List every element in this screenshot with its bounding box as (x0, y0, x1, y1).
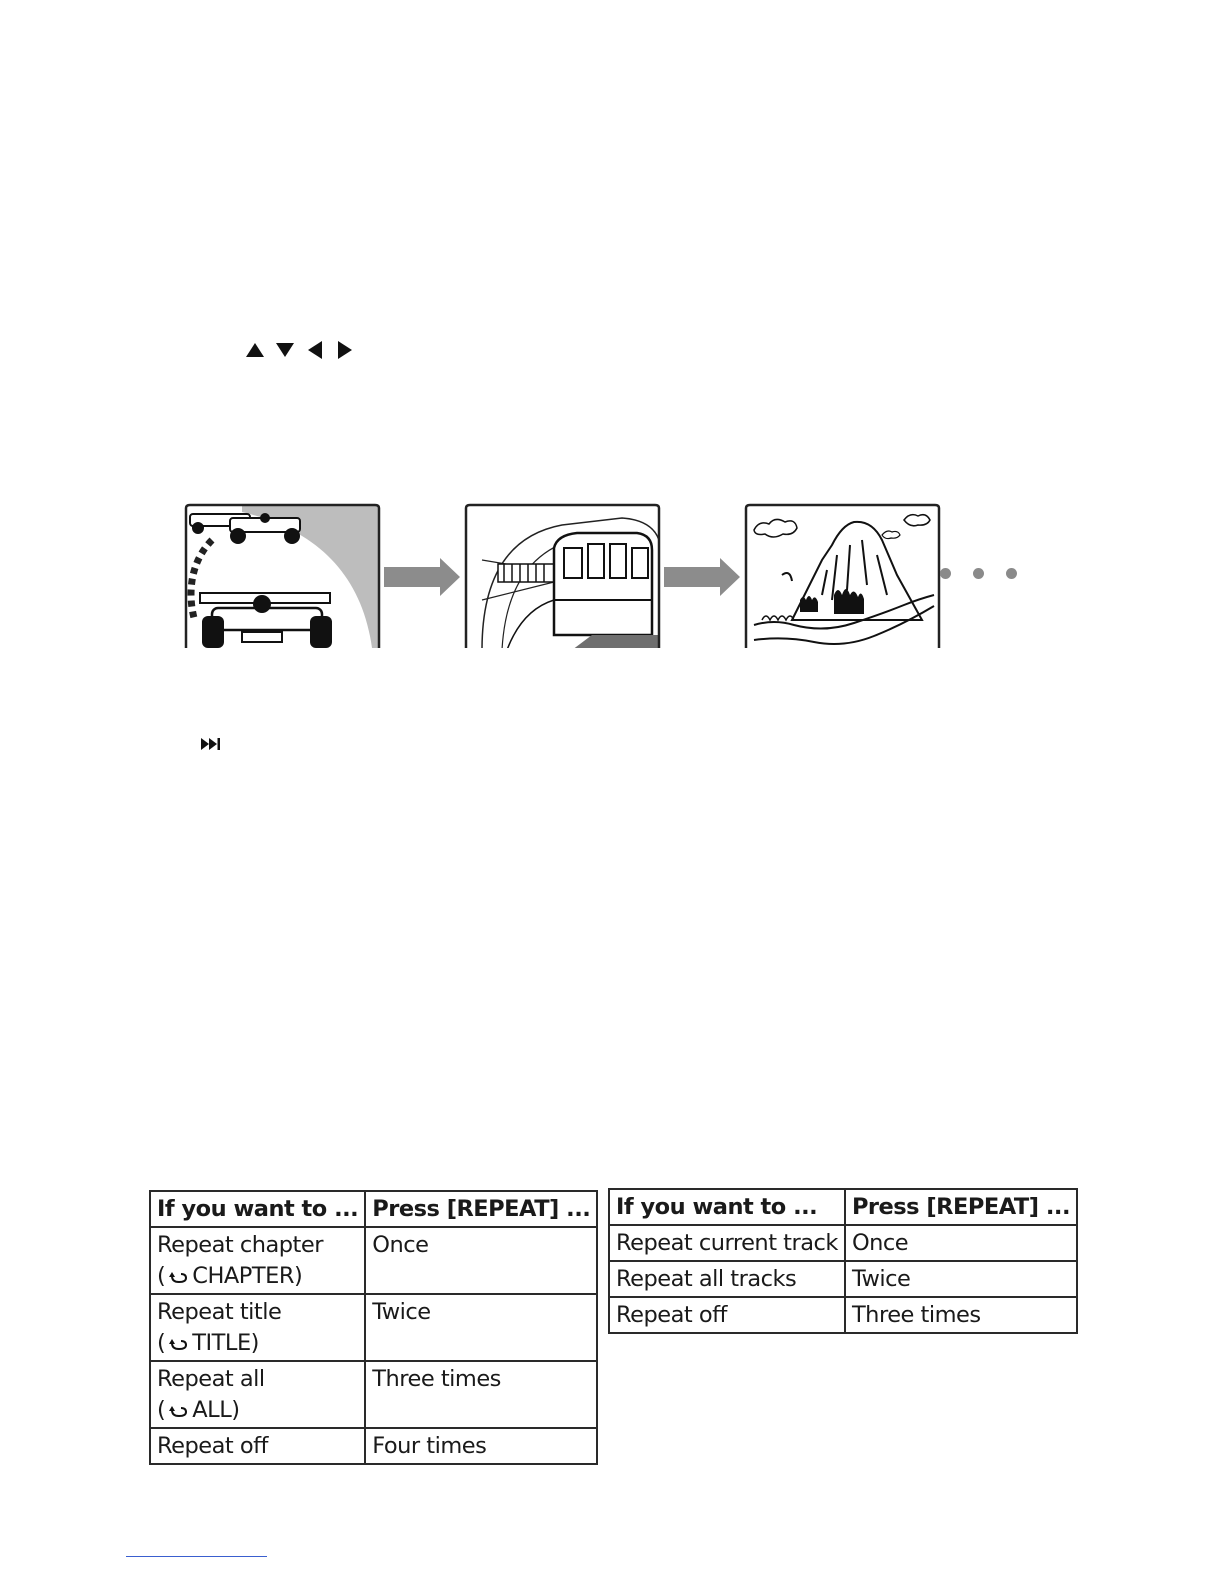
dot-icon (1006, 568, 1017, 579)
table-header-row (609, 1189, 1077, 1225)
action-cell: Repeat current track (609, 1225, 845, 1261)
action-cell: Repeat all tracks (609, 1261, 845, 1297)
action-cell (150, 1294, 365, 1361)
continuation-dots (940, 568, 1017, 579)
subway-train-scene (466, 505, 659, 648)
action-cell (150, 1227, 365, 1294)
car-race-scene (186, 505, 379, 648)
repeat-loop-icon (168, 1404, 190, 1418)
table-row (150, 1428, 597, 1464)
action-label: Repeat title (157, 1299, 282, 1325)
repeat-loop-icon (168, 1270, 190, 1284)
action-cell (150, 1361, 365, 1428)
action-label: Repeat chapter (157, 1232, 323, 1258)
dot-icon (973, 568, 984, 579)
press-cell: Once (845, 1225, 1077, 1261)
table-header-row (150, 1191, 597, 1227)
mountain-waterfall-scene (746, 505, 939, 648)
table-row (150, 1294, 597, 1361)
repeat-loop-icon (168, 1337, 190, 1351)
press-cell: Once (365, 1227, 597, 1294)
table-row (150, 1361, 597, 1428)
mode-label: ALL (192, 1397, 232, 1423)
mode-indicator: ( ALL) (157, 1397, 240, 1423)
table-header-cell: Press [REPEAT] ... (845, 1189, 1077, 1225)
scene-sequence-illustration (182, 500, 1032, 648)
navigation-arrows (245, 340, 355, 360)
action-cell: Repeat off (150, 1428, 365, 1464)
dvd-repeat-table (149, 1190, 598, 1465)
down-arrow-icon (275, 340, 295, 360)
table-row (609, 1261, 1077, 1297)
left-arrow-icon (305, 340, 325, 360)
skip-next-icon (200, 736, 222, 752)
press-cell: Four times (365, 1428, 597, 1464)
table-header-cell: If you want to ... (609, 1189, 845, 1225)
table-header-cell: If you want to ... (150, 1191, 365, 1227)
cd-repeat-table (608, 1188, 1078, 1334)
right-arrow-icon (335, 340, 355, 360)
press-cell: Twice (845, 1261, 1077, 1297)
action-label: Repeat all (157, 1366, 265, 1392)
up-arrow-icon (245, 340, 265, 360)
mode-label: TITLE (192, 1330, 251, 1356)
arrow-icon (384, 558, 460, 596)
arrow-icon (664, 558, 740, 596)
footer-rule (126, 1556, 267, 1557)
press-cell: Three times (845, 1297, 1077, 1333)
press-cell: Three times (365, 1361, 597, 1428)
table-header-cell: Press [REPEAT] ... (365, 1191, 597, 1227)
press-cell: Twice (365, 1294, 597, 1361)
dot-icon (940, 568, 951, 579)
table-row (609, 1297, 1077, 1333)
table-row (150, 1227, 597, 1294)
table-row (609, 1225, 1077, 1261)
mode-indicator: ( TITLE) (157, 1330, 259, 1356)
mode-label: CHAPTER (192, 1263, 294, 1289)
mode-indicator: ( CHAPTER) (157, 1263, 303, 1289)
action-cell: Repeat off (609, 1297, 845, 1333)
